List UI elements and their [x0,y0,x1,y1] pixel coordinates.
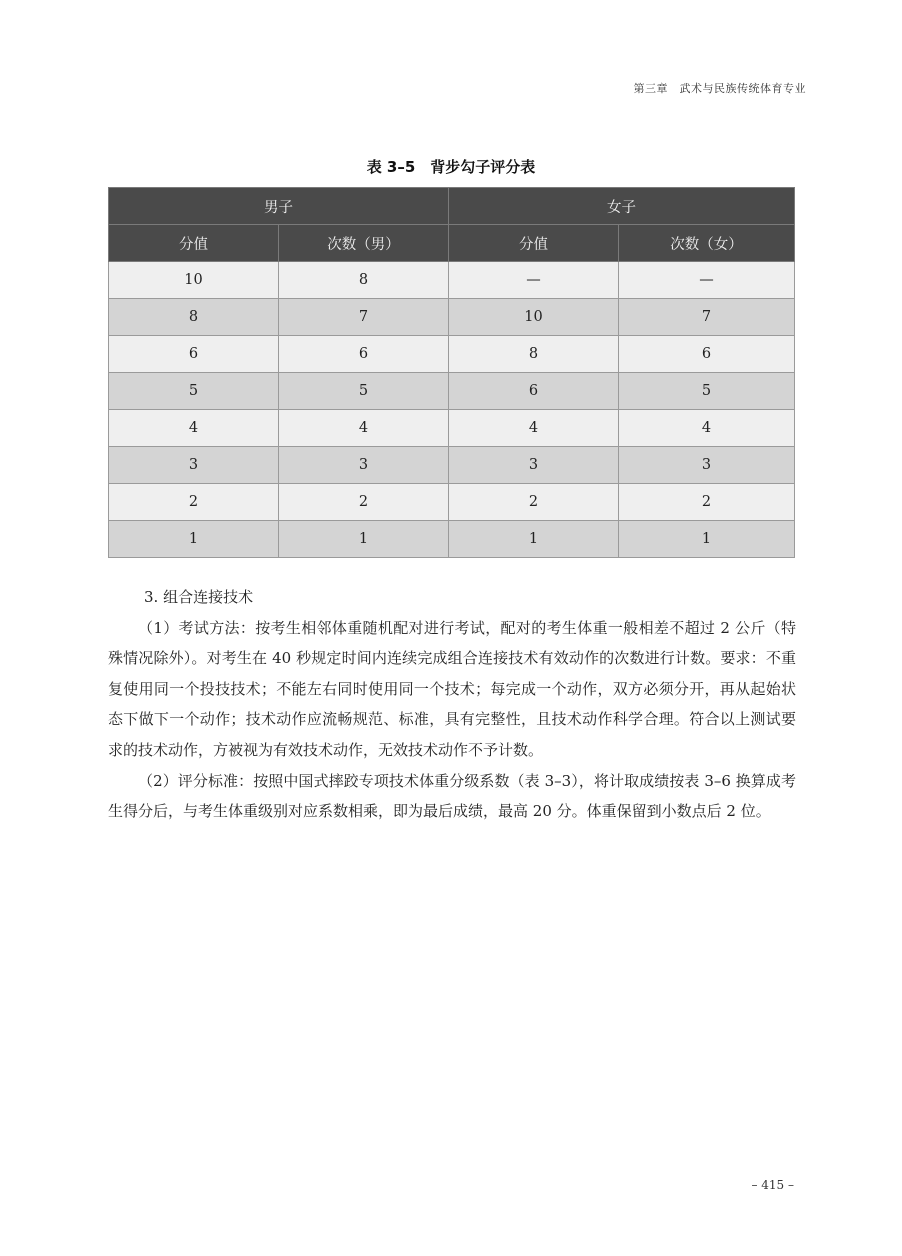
column-header-score-female: 分值 [449,225,619,262]
table-cell: 4 [109,410,279,447]
table-row [109,336,795,373]
table-cell: 1 [279,521,449,558]
table-cell: — [619,262,795,299]
table-row [109,521,795,558]
table-row [109,410,795,447]
table-cell: 10 [449,299,619,336]
table-row [109,447,795,484]
table-cell: 6 [619,336,795,373]
table-cell: 1 [449,521,619,558]
column-header-score-male: 分值 [109,225,279,262]
table-row [109,373,795,410]
table-cell: 4 [279,410,449,447]
table-cell: 8 [109,299,279,336]
page-number: – 415 – [751,1178,794,1192]
table-cell: 5 [109,373,279,410]
table-row [109,262,795,299]
column-header-row [109,225,795,262]
table-cell: 7 [279,299,449,336]
table-cell: 10 [109,262,279,299]
scoring-table [108,187,795,558]
column-header-count-female: 次数（女） [619,225,795,262]
group-header-row [109,188,795,225]
table-cell: 8 [449,336,619,373]
table-cell: — [449,262,619,299]
paragraph-scoring-standard: （2）评分标准：按照中国式摔跤专项技术体重分级系数（表 3–3），将计取成绩按表 3–6 换算成考生得分后，与考生体重级别对应系数相乘，即为最后成绩，最高 20 分。体重保留到小数点后 2 位。 [108,771,796,821]
table-header [109,188,795,262]
table-cell: 3 [449,447,619,484]
table-cell: 2 [279,484,449,521]
table-cell: 5 [619,373,795,410]
running-header: 第三章 武术与民族传统体育专业 [633,82,806,95]
table-cell: 3 [619,447,795,484]
table-cell: 7 [619,299,795,336]
table-cell: 4 [449,410,619,447]
table-cell: 1 [109,521,279,558]
table-row [109,299,795,336]
table-cell: 6 [449,373,619,410]
table-cell: 3 [109,447,279,484]
table-cell: 8 [279,262,449,299]
group-header-female: 女子 [449,188,795,225]
table-body [109,262,795,558]
table-cell: 3 [279,447,449,484]
paragraph-test-method: （1）考试方法：按考生相邻体重随机配对进行考试，配对的考生体重一般相差不超过 2 公斤（特殊情况除外）。对考生在 40 秒规定时间内连续完成组合连接技术有效动作的次数进行计数。要求：不重复使用同一个投技技术；不能左右同时使用同一个技术；每完成一个动作，双方必须分开，再从起始状态下做下一个动作；技术动作应流畅规范、标准，具有完整性，且技术动作科学合理。符合以上测试要求的技术动作，方被视为有效技术动作，无效技术动作不予计数。 [108,618,796,759]
body-text [108,582,796,827]
table-cell: 2 [449,484,619,521]
column-header-count-male: 次数（男） [279,225,449,262]
table-cell: 2 [109,484,279,521]
table-title: 表 3–5 背步勾子评分表 [366,158,536,176]
group-header-male: 男子 [109,188,449,225]
table-cell: 4 [619,410,795,447]
table-cell: 2 [619,484,795,521]
table-cell: 5 [279,373,449,410]
table-cell: 1 [619,521,795,558]
table-cell: 6 [109,336,279,373]
table-row [109,484,795,521]
section-heading: 3. 组合连接技术 [144,588,254,606]
table-cell: 6 [279,336,449,373]
